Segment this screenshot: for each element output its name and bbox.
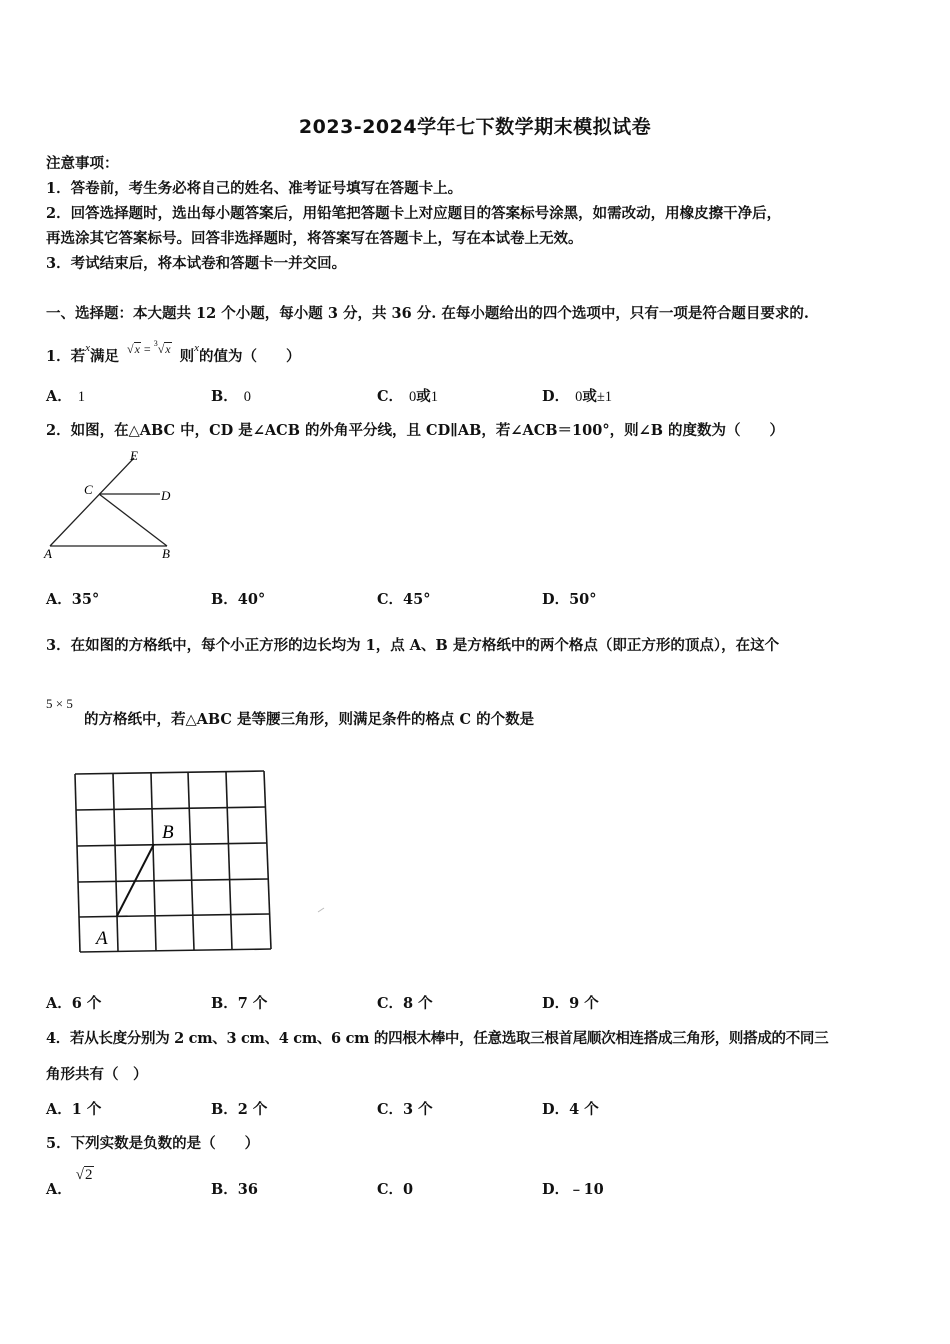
q3-option-a[interactable] [46, 992, 101, 1013]
q5-option-d[interactable] [542, 1178, 604, 1199]
q2-label-b: B [162, 546, 170, 561]
q1-var-x2: x [194, 342, 199, 354]
q2-option-d[interactable] [542, 588, 597, 609]
q2-option-a[interactable] [46, 588, 99, 609]
q2-label-c: C [84, 482, 93, 497]
notice-item-2-cont: 再选涂其它答案标号。回答非选择题时，将答案写在答题卡上，写在本试卷上无效。 [46, 230, 583, 247]
q1-option-b[interactable] [211, 385, 251, 406]
q2-option-b[interactable] [211, 588, 265, 609]
q1-option-d-or: 或 [582, 388, 597, 405]
q1-mid: 满足 [89, 348, 119, 365]
q3-option-b-value: 7 个 [237, 995, 268, 1012]
q2-option-a-label: A． [46, 591, 72, 608]
q5-option-c[interactable] [377, 1178, 413, 1199]
q3-option-a-value: 6 个 [71, 995, 102, 1012]
q4-stem-line1: 4．若从长度分别为 2 cm、3 cm、4 cm、6 cm 的四根木棒中，任意选取三根首尾顺次相连搭成三角形，则搭成的不同三 [46, 1030, 829, 1047]
q3-option-d-value: 9 个 [569, 995, 599, 1012]
q2-option-d-label: D． [542, 591, 570, 608]
q2-stem: 2．如图，在△ABC 中，CD 是∠ACB 的外角平分线，且 CD∥AB，若∠ACB＝100°，则∠B 的度数为（ ） [46, 422, 785, 439]
q4-option-d-value: 4 个 [569, 1101, 599, 1118]
q1-eq-left: x [134, 342, 140, 356]
q2-option-a-value: 35° [71, 591, 100, 608]
q5-option-a-value: 2 [85, 1167, 93, 1183]
q4-option-a[interactable] [46, 1098, 101, 1119]
q2-option-c-value: 45° [403, 591, 431, 608]
q1-option-d[interactable] [542, 385, 612, 406]
q1-option-a-label: A． [46, 388, 72, 405]
q5-option-b-label: B． [211, 1181, 238, 1198]
q3-stem-line2: 的方格纸中，若△ABC 是等腰三角形，则满足条件的格点 C 的个数是 [84, 711, 535, 728]
q2-option-d-value: 50° [569, 591, 597, 608]
q3-grid-lines [75, 771, 271, 952]
q2-triangle-figure [42, 448, 192, 563]
q1-then: 则 [179, 348, 195, 365]
q1-option-c-label: C． [377, 388, 404, 405]
q3-option-b-label: B． [211, 995, 238, 1012]
q1-option-a-value: 1 [77, 389, 86, 405]
q5-option-c-value: 0 [403, 1181, 414, 1198]
q2-segment-cb [99, 494, 167, 546]
q3-label-a: A [96, 928, 108, 949]
q1-eq-sign: = [143, 342, 151, 356]
q1-stem [46, 339, 301, 366]
q2-label-a: A [44, 546, 52, 561]
q3-label-b: B [162, 822, 174, 843]
q3-stem-line1: 3．在如图的方格纸中，每个小正方形的边长均为 1，点 A、B 是方格纸中的两个格点（即正方形的顶点），在这个 [46, 637, 780, 654]
q1-var-x: x [85, 342, 90, 354]
notice-item-3: 3．考试结束后，将本试卷和答题卡一并交回。 [46, 255, 347, 272]
q4-option-d-label: D． [542, 1101, 570, 1118]
q4-option-a-value: 1 个 [71, 1101, 102, 1118]
q5-option-d-value: ﹣10 [569, 1181, 604, 1198]
q4-stem-line2: 角形共有（ ） [46, 1066, 148, 1083]
q5-option-a-label: A． [46, 1181, 72, 1198]
q4-option-c[interactable] [377, 1098, 433, 1119]
q3-scan-mark [318, 908, 324, 912]
q3-grid-size: 5 × 5 [46, 696, 73, 711]
q5-option-b-value: 36 [237, 1181, 258, 1198]
q3-option-d[interactable] [542, 992, 599, 1013]
q1-option-a[interactable] [46, 385, 85, 406]
q5-option-b[interactable] [211, 1178, 258, 1199]
q4-option-d[interactable] [542, 1098, 599, 1119]
q3-option-c-value: 8 个 [403, 995, 433, 1012]
q4-option-c-value: 3 个 [403, 1101, 433, 1118]
q3-grid-figure [66, 764, 331, 959]
q3-option-b[interactable] [211, 992, 267, 1013]
q1-tail: 的值为（ ） [199, 348, 301, 365]
q2-option-b-value: 40° [237, 591, 266, 608]
q4-option-a-label: A． [46, 1101, 72, 1118]
q3-option-c[interactable] [377, 992, 433, 1013]
q4-option-b-value: 2 个 [237, 1101, 268, 1118]
q1-option-d-label: D． [542, 388, 570, 405]
q1-option-b-value: 0 [243, 389, 252, 405]
q5-stem: 5．下列实数是负数的是（ ） [46, 1135, 260, 1152]
q2-label-e: E [130, 448, 138, 463]
q1-option-c-value: 0 [409, 389, 417, 405]
q2-label-d: D [161, 488, 171, 503]
notice-heading: 注意事项： [46, 155, 119, 172]
q1-option-d-value: 0 [575, 389, 583, 405]
page-title: 2023-2024学年七下数学期末模拟试卷 [298, 116, 652, 138]
q3-option-a-label: A． [46, 995, 72, 1012]
q3-option-d-label: D． [542, 995, 570, 1012]
q1-option-b-label: B． [211, 388, 238, 405]
q1-equation: √x = 3√x [126, 339, 171, 356]
q1-eq-right: x [165, 342, 171, 356]
q1-option-c-value2: 1 [430, 389, 439, 405]
q5-option-a[interactable] [46, 1166, 94, 1199]
q1-option-c[interactable] [377, 385, 438, 406]
q5-option-c-label: C． [377, 1181, 404, 1198]
section-heading: 一、选择题：本大题共 12 个小题，每小题 3 分，共 36 分. 在每小题给出的四个选项中，只有一项是符合题目要求的. [46, 305, 809, 322]
q3-segment-ab [117, 844, 154, 916]
q1-option-d-value2: ±1 [596, 389, 613, 405]
q2-option-c[interactable] [377, 588, 430, 609]
q1-num: 1．若 [46, 348, 86, 365]
q2-ray-ae [50, 458, 134, 546]
q3-option-c-label: C． [377, 995, 404, 1012]
q2-option-c-label: C． [377, 591, 404, 608]
q4-option-b-label: B． [211, 1101, 238, 1118]
q1-option-c-or: 或 [416, 388, 431, 405]
q4-option-b[interactable] [211, 1098, 267, 1119]
q5-option-d-label: D． [542, 1181, 570, 1198]
q4-option-c-label: C． [377, 1101, 404, 1118]
q2-option-b-label: B． [211, 591, 238, 608]
notice-item-1: 1．答卷前，考生务必将自己的姓名、准考证号填写在答题卡上。 [46, 180, 463, 197]
q5-option-a-sqrt: √2 [75, 1167, 93, 1183]
q1-root-index: 3 [153, 339, 158, 348]
notice-item-2: 2．回答选择题时，选出每小题答案后，用铅笔把答题卡上对应题目的答案标号涂黑，如需改动，用橡皮擦干净后， [46, 205, 782, 222]
